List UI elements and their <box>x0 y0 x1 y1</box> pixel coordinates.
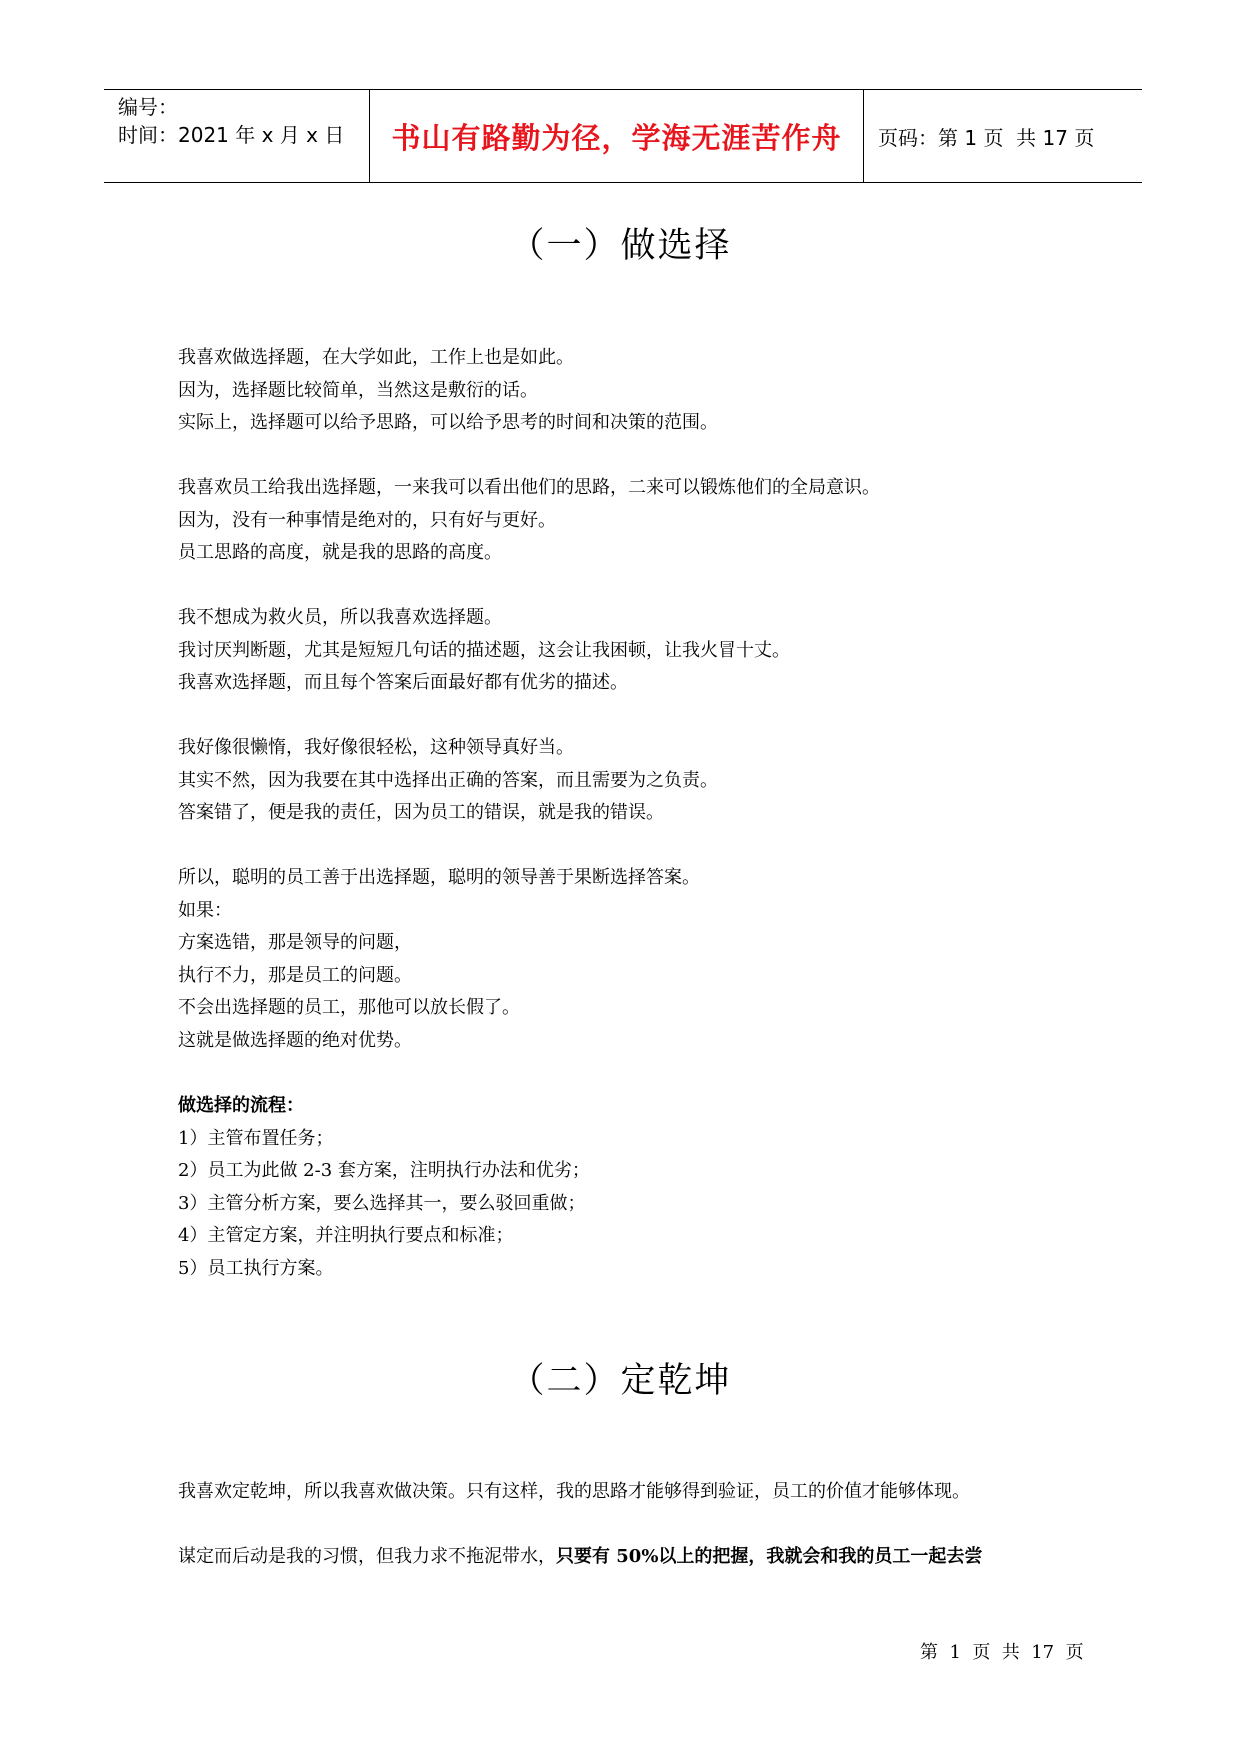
process-step: 3）主管分析方案，要么选择其一，要么驳回重做； <box>178 1192 586 1214</box>
text-line: 执行不力，那是员工的问题。 <box>178 964 412 986</box>
time-label: 时间：2021 年 x 月 x 日 <box>118 123 345 147</box>
text-line: 我讨厌判断题，尤其是短短几句话的描述题，这会让我困顿，让我火冒十丈。 <box>178 639 790 661</box>
page-footer: 第 1 页 共 17 页 <box>920 1642 1084 1663</box>
process-list <box>178 1090 1098 1285</box>
document-header <box>104 89 1142 183</box>
text-line: 因为，没有一种事情是绝对的，只有好与更好。 <box>178 509 556 531</box>
text-line: 所以，聪明的员工善于出选择题，聪明的领导善于果断选择答案。 <box>178 867 700 888</box>
text-line: 我喜欢定乾坤，所以我喜欢做决策。只有这样，我的思路才能够得到验证，员工的价值才能够体现。 <box>178 1481 970 1502</box>
text-line: 我喜欢员工给我出选择题，一来我可以看出他们的思路，二来可以锻炼他们的全局意识。 <box>178 477 880 498</box>
section1-paragraph-2 <box>178 472 1098 570</box>
number-label: 编号： <box>118 95 178 119</box>
process-step: 1）主管布置任务； <box>178 1127 334 1149</box>
text-line: 这就是做选择题的绝对优势。 <box>178 1029 412 1051</box>
text-line: 如果： <box>178 899 232 921</box>
header-motto: 书山有路勤为径，学海无涯苦作舟 <box>370 90 864 182</box>
page-label: 页码：第 1 页 共 17 页 <box>878 125 1095 150</box>
header-meta <box>104 90 370 182</box>
section1-paragraph-3 <box>178 602 1098 700</box>
header-page <box>864 90 1142 182</box>
text-line: 实际上，选择题可以给予思路，可以给予思考的时间和决策的范围。 <box>178 412 718 433</box>
text-line: 员工思路的高度，就是我的思路的高度。 <box>178 542 502 563</box>
text-normal: 谋定而后动是我的习惯，但我力求不拖泥带水， <box>178 1546 556 1567</box>
process-step: 5）员工执行方案。 <box>178 1257 334 1279</box>
text-line <box>178 1541 1098 1574</box>
text-line: 方案选错，那是领导的问题， <box>178 932 412 953</box>
section2-paragraph-2 <box>178 1541 1098 1574</box>
section1-title: （一）做选择 <box>509 226 732 266</box>
section1-paragraph-4 <box>178 732 1098 830</box>
text-bold: 只要有 50%以上的把握，我就会和我的员工一起去尝 <box>556 1546 983 1567</box>
text-line: 我不想成为救火员，所以我喜欢选择题。 <box>178 607 502 628</box>
text-line: 答案错了，便是我的责任，因为员工的错误，就是我的错误。 <box>178 802 664 823</box>
section1-paragraph-1 <box>178 342 1098 440</box>
section2-title: （二）定乾坤 <box>509 1361 732 1401</box>
text-line: 我喜欢选择题，而且每个答案后面最好都有优劣的描述。 <box>178 672 628 693</box>
text-line: 其实不然，因为我要在其中选择出正确的答案，而且需要为之负责。 <box>178 769 718 791</box>
text-line: 不会出选择题的员工，那他可以放长假了。 <box>178 997 520 1018</box>
text-line: 我好像很懒惰，我好像很轻松，这种领导真好当。 <box>178 737 574 758</box>
text-line: 我喜欢做选择题，在大学如此，工作上也是如此。 <box>178 347 574 368</box>
section1-paragraph-5 <box>178 862 1098 1057</box>
process-title: 做选择的流程： <box>178 1095 304 1116</box>
text-line: 因为，选择题比较简单，当然这是敷衍的话。 <box>178 379 538 401</box>
process-step: 4）主管定方案，并注明执行要点和标准； <box>178 1225 514 1246</box>
section2-paragraph-1 <box>178 1476 1098 1509</box>
process-step: 2）员工为此做 2-3 套方案，注明执行办法和优劣； <box>178 1160 590 1181</box>
